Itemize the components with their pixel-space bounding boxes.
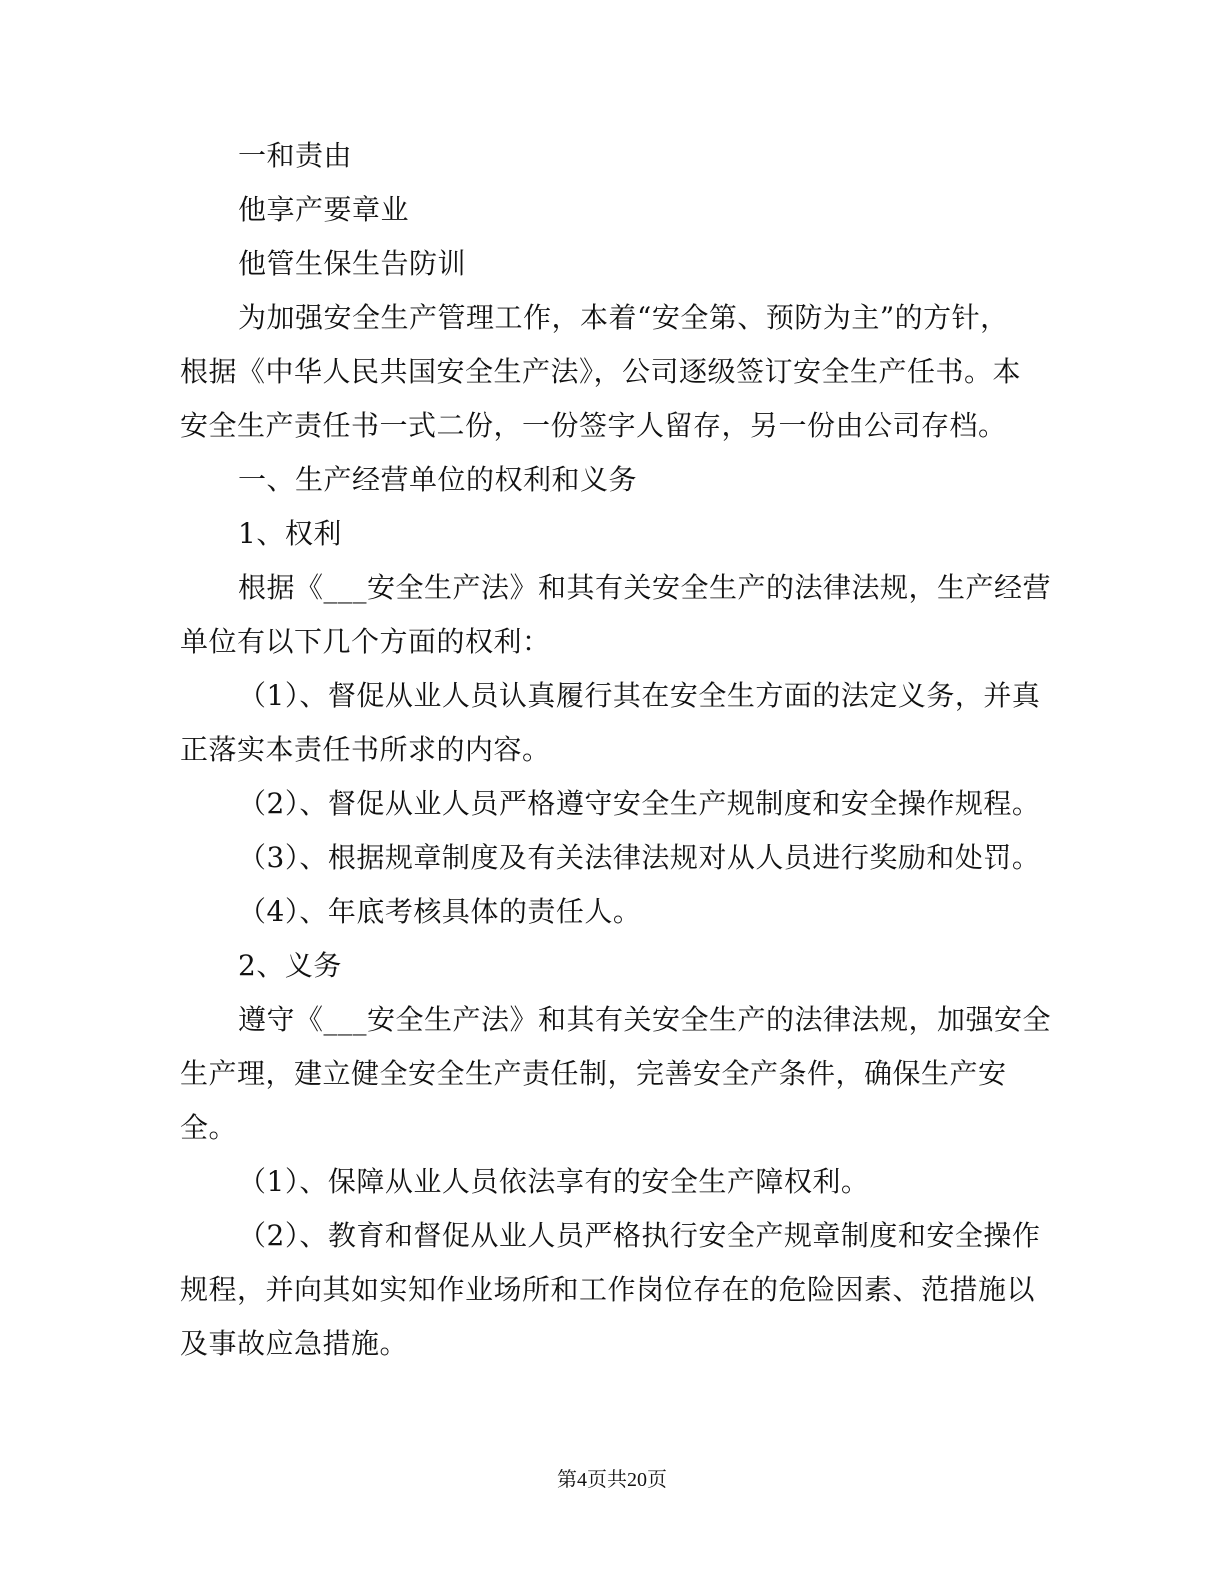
list-item-line: （3）、根据规章制度及有关法律法规对从人员进行奖励和处罚。 <box>238 841 1041 874</box>
paragraph-line: 全。 <box>180 1111 238 1144</box>
paragraph-line: 一和责由 <box>238 139 353 172</box>
subsection-heading: 1、权利 <box>238 517 342 550</box>
list-item-line: 规程，并向其如实知作业场所和工作岗位存在的危险因素、范措施以 <box>180 1273 1036 1306</box>
list-item-line: （2）、教育和督促从业人员严格执行安全产规章制度和安全操作 <box>238 1219 1041 1252</box>
paragraph-line: 生产理，建立健全安全生产责任制，完善安全产条件，确保生产安 <box>180 1057 1007 1090</box>
section-heading: 一、生产经营单位的权利和义务 <box>238 463 638 496</box>
list-item-line: 正落实本责任书所求的内容。 <box>180 733 551 766</box>
list-item-line: （1）、督促从业人员认真履行其在安全生方面的法定义务，并真 <box>238 679 1041 712</box>
paragraph-line: 他管生保生告防训 <box>238 247 467 280</box>
list-item-line: （4）、年底考核具体的责任人。 <box>238 895 642 928</box>
paragraph-line: 遵守《___安全生产法》和其有关安全生产的法律法规，加强安全 <box>238 1003 1052 1036</box>
list-item-line: 及事故应急措施。 <box>180 1327 409 1360</box>
paragraph-line: 安全生产责任书一式二份，一份签字人留存，另一份由公司存档。 <box>180 409 1007 442</box>
paragraph-line: 单位有以下几个方面的权利： <box>180 625 551 658</box>
paragraph-line: 根据《___安全生产法》和其有关安全生产的法律法规，生产经营 <box>238 571 1052 604</box>
subsection-heading: 2、义务 <box>238 949 342 982</box>
list-item-line: （1）、保障从业人员依法享有的安全生产障权利。 <box>238 1165 870 1198</box>
paragraph-line: 为加强安全生产管理工作，本着“安全第、预防为主”的方针， <box>238 301 1009 334</box>
paragraph-line: 根据《中华人民共国安全生产法》，公司逐级签订安全生产任书。本 <box>180 355 1022 388</box>
list-item-line: （2）、督促从业人员严格遵守安全生产规制度和安全操作规程。 <box>238 787 1041 820</box>
page-number-footer: 第4页共20页 <box>557 1469 667 1491</box>
paragraph-line: 他享产要章业 <box>238 193 410 226</box>
